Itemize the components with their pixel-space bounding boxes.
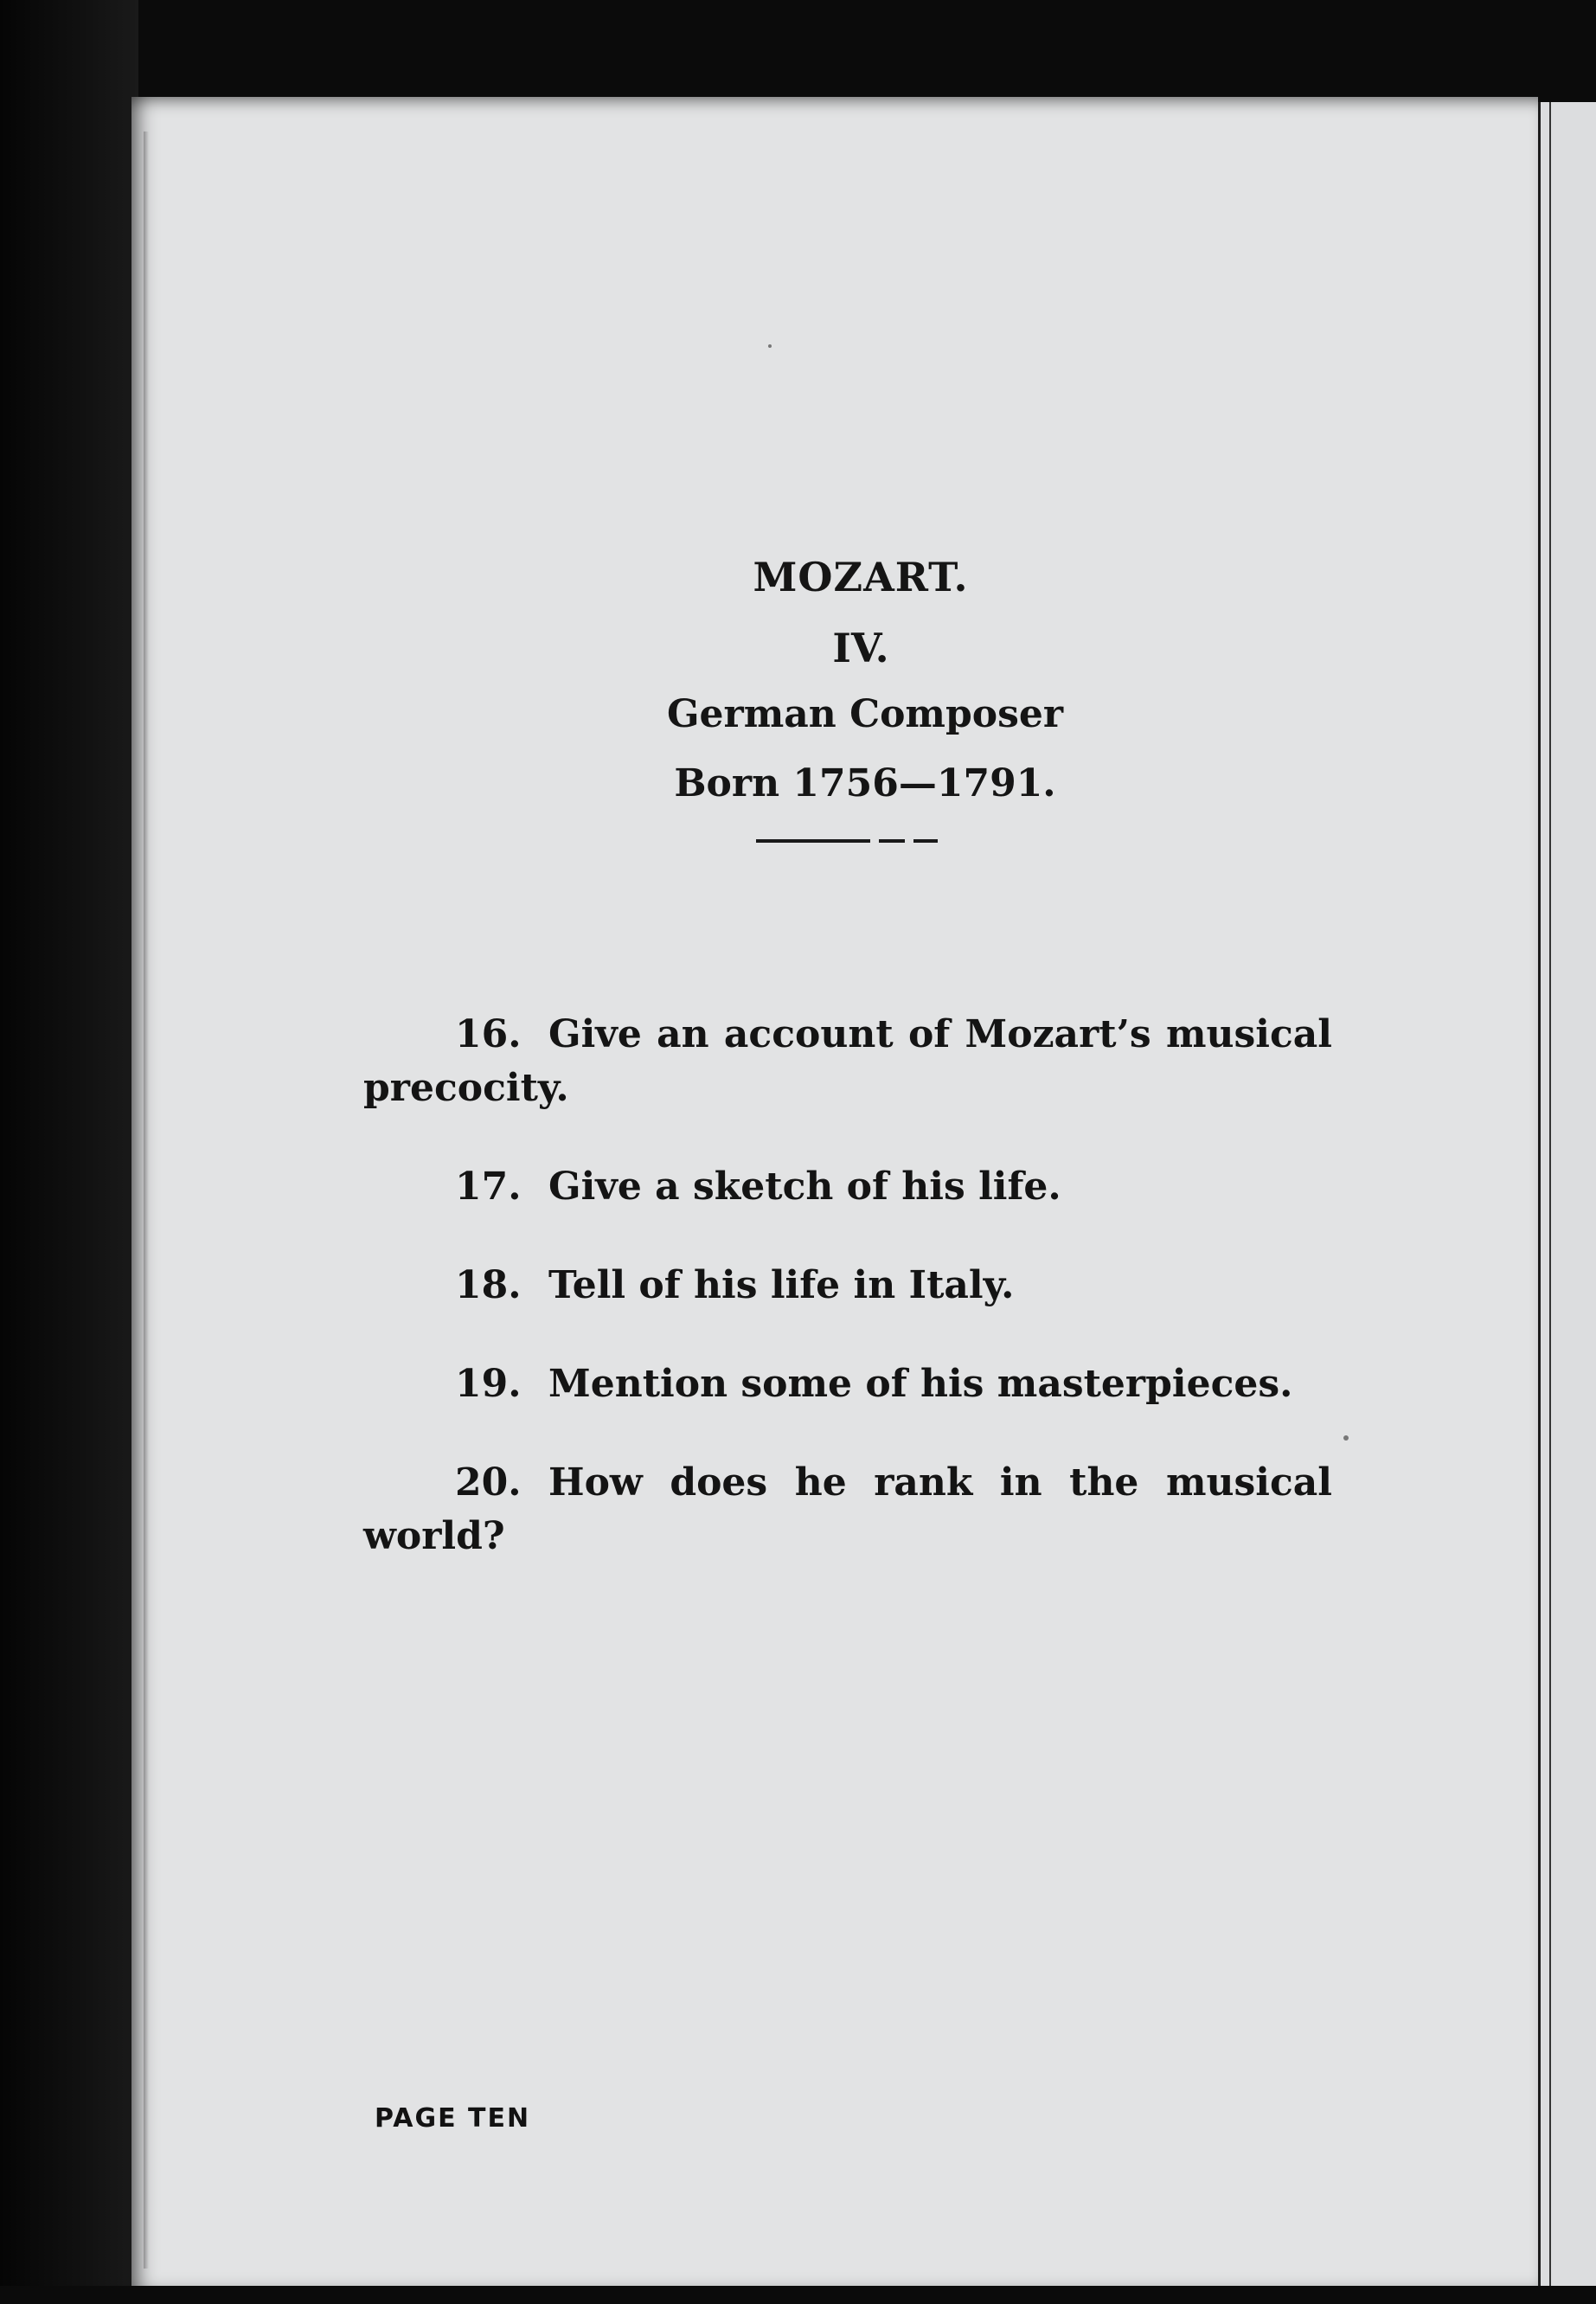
section-numeral: IV. xyxy=(832,625,889,671)
question-number: 17. xyxy=(455,1165,522,1209)
binding-shadow xyxy=(144,132,149,2269)
scan-speck xyxy=(768,344,772,348)
question-text: Give a sketch of his life. xyxy=(548,1165,1061,1209)
question-text: How does he rank in the musical world? xyxy=(363,1460,1332,1558)
scan-border-bottom xyxy=(0,2286,1596,2304)
question-number: 19. xyxy=(455,1362,522,1406)
question-list xyxy=(363,1008,1332,1608)
adjacent-page-edge xyxy=(1538,102,1596,2304)
question-number: 20. xyxy=(455,1460,522,1505)
dates: Born 1756—1791. xyxy=(674,761,1056,805)
scan-border-left xyxy=(0,0,138,2304)
page-title: MOZART. xyxy=(753,554,969,600)
scan-speck xyxy=(1343,1435,1349,1441)
page-footer-label: PAGE TEN xyxy=(375,2103,531,2134)
question-item xyxy=(363,1259,1332,1312)
question-item xyxy=(363,1357,1332,1411)
question-text: Give an account of Mozart’s musical precocity. xyxy=(363,1012,1332,1110)
question-text: Tell of his life in Italy. xyxy=(548,1263,1015,1307)
adjacent-page-border xyxy=(1549,102,1551,2304)
question-item xyxy=(363,1456,1332,1563)
subtitle: German Composer xyxy=(666,692,1064,736)
question-item xyxy=(363,1008,1332,1115)
question-number: 16. xyxy=(455,1012,522,1056)
question-item xyxy=(363,1160,1332,1214)
question-text: Mention some of his masterpieces. xyxy=(548,1362,1293,1406)
divider-rule xyxy=(756,839,938,843)
question-number: 18. xyxy=(455,1263,522,1307)
